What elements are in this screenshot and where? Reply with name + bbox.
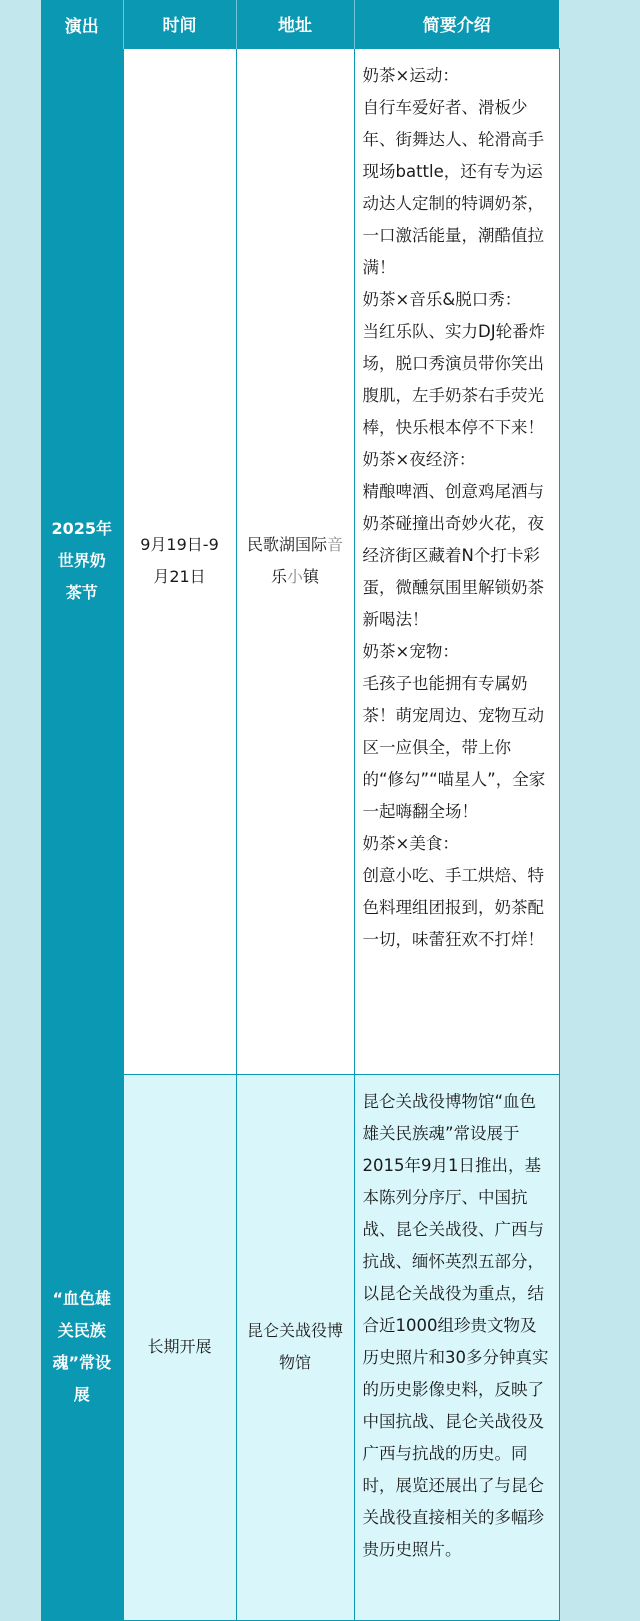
header-address: 地址 xyxy=(236,0,354,48)
header-description: 简要介绍 xyxy=(354,0,559,48)
description-paragraph: 当红乐队、实力DJ轮番炸场，脱口秀演员带你笑出腹肌，左手奶茶右手荧光棒，快乐根本停不下来！ xyxy=(362,321,546,437)
events-table xyxy=(41,0,560,1621)
show-time: 9月19日-9月21日 xyxy=(123,48,236,1074)
address-faint-char: 音 xyxy=(327,535,344,554)
address-text: 民歌湖国际 xyxy=(246,535,327,554)
show-name: 2025年世界奶茶节 xyxy=(41,48,123,1074)
table-row xyxy=(41,1074,559,1621)
show-name: “血色雄关民族魂”常设展 xyxy=(41,1074,123,1621)
show-description xyxy=(354,1074,559,1621)
show-description xyxy=(354,48,559,1074)
description-heading: 奶茶×夜经济： xyxy=(362,449,476,469)
header-time: 时间 xyxy=(123,0,236,48)
header-row xyxy=(41,0,559,48)
address-text: 乐 xyxy=(270,567,287,586)
description-heading: 奶茶×运动： xyxy=(362,65,459,85)
description-paragraph: 创意小吃、手工烘焙、特色料理组团报到，奶茶配一切，味蕾狂欢不打烊！ xyxy=(362,865,544,949)
show-address: 昆仑关战役博物馆 xyxy=(236,1074,354,1621)
description-heading: 奶茶×宠物： xyxy=(362,641,459,661)
description-heading: 奶茶×音乐&脱口秀： xyxy=(362,289,522,309)
address-faint-char: 小 xyxy=(286,567,303,586)
table-row xyxy=(41,48,559,1074)
description-paragraph: 毛孩子也能拥有专属奶茶！萌宠周边、宠物互动区一应俱全，带上你的“修勾”“喵星人”，全家一起嗨翻全场！ xyxy=(362,673,546,821)
show-time: 长期开展 xyxy=(123,1074,236,1621)
table-header xyxy=(41,0,559,48)
description-paragraph: 自行车爱好者、滑板少年、街舞达人、轮滑高手现场battle，还有专为运动达人定制的特调奶茶，一口激活能量，潮酷值拉满！ xyxy=(362,97,544,277)
description-heading: 奶茶×美食： xyxy=(362,833,459,853)
address-text: 镇 xyxy=(303,567,320,586)
show-address xyxy=(236,48,354,1074)
description-paragraph: 昆仑关战役博物馆“血色雄关民族魂”常设展于2015年9月1日推出，基本陈列分序厅、中国抗战、昆仑关战役、广西与抗战、缅怀英烈五部分，以昆仑关战役为重点，结合近1000组珍贵文物及历史照片和30多分钟真实的历史影像史料，反映了中国抗战、昆仑关战役及广西与抗战的历史。同时，展览还展出了与昆仑关战役直接相关的多幅珍贵历史照片。 xyxy=(362,1091,549,1559)
header-show: 演出 xyxy=(41,0,123,48)
description-paragraph: 精酿啤酒、创意鸡尾酒与奶茶碰撞出奇妙火花，夜经济街区藏着N个打卡彩蛋，微醺氛围里解锁奶茶新喝法！ xyxy=(362,481,544,629)
